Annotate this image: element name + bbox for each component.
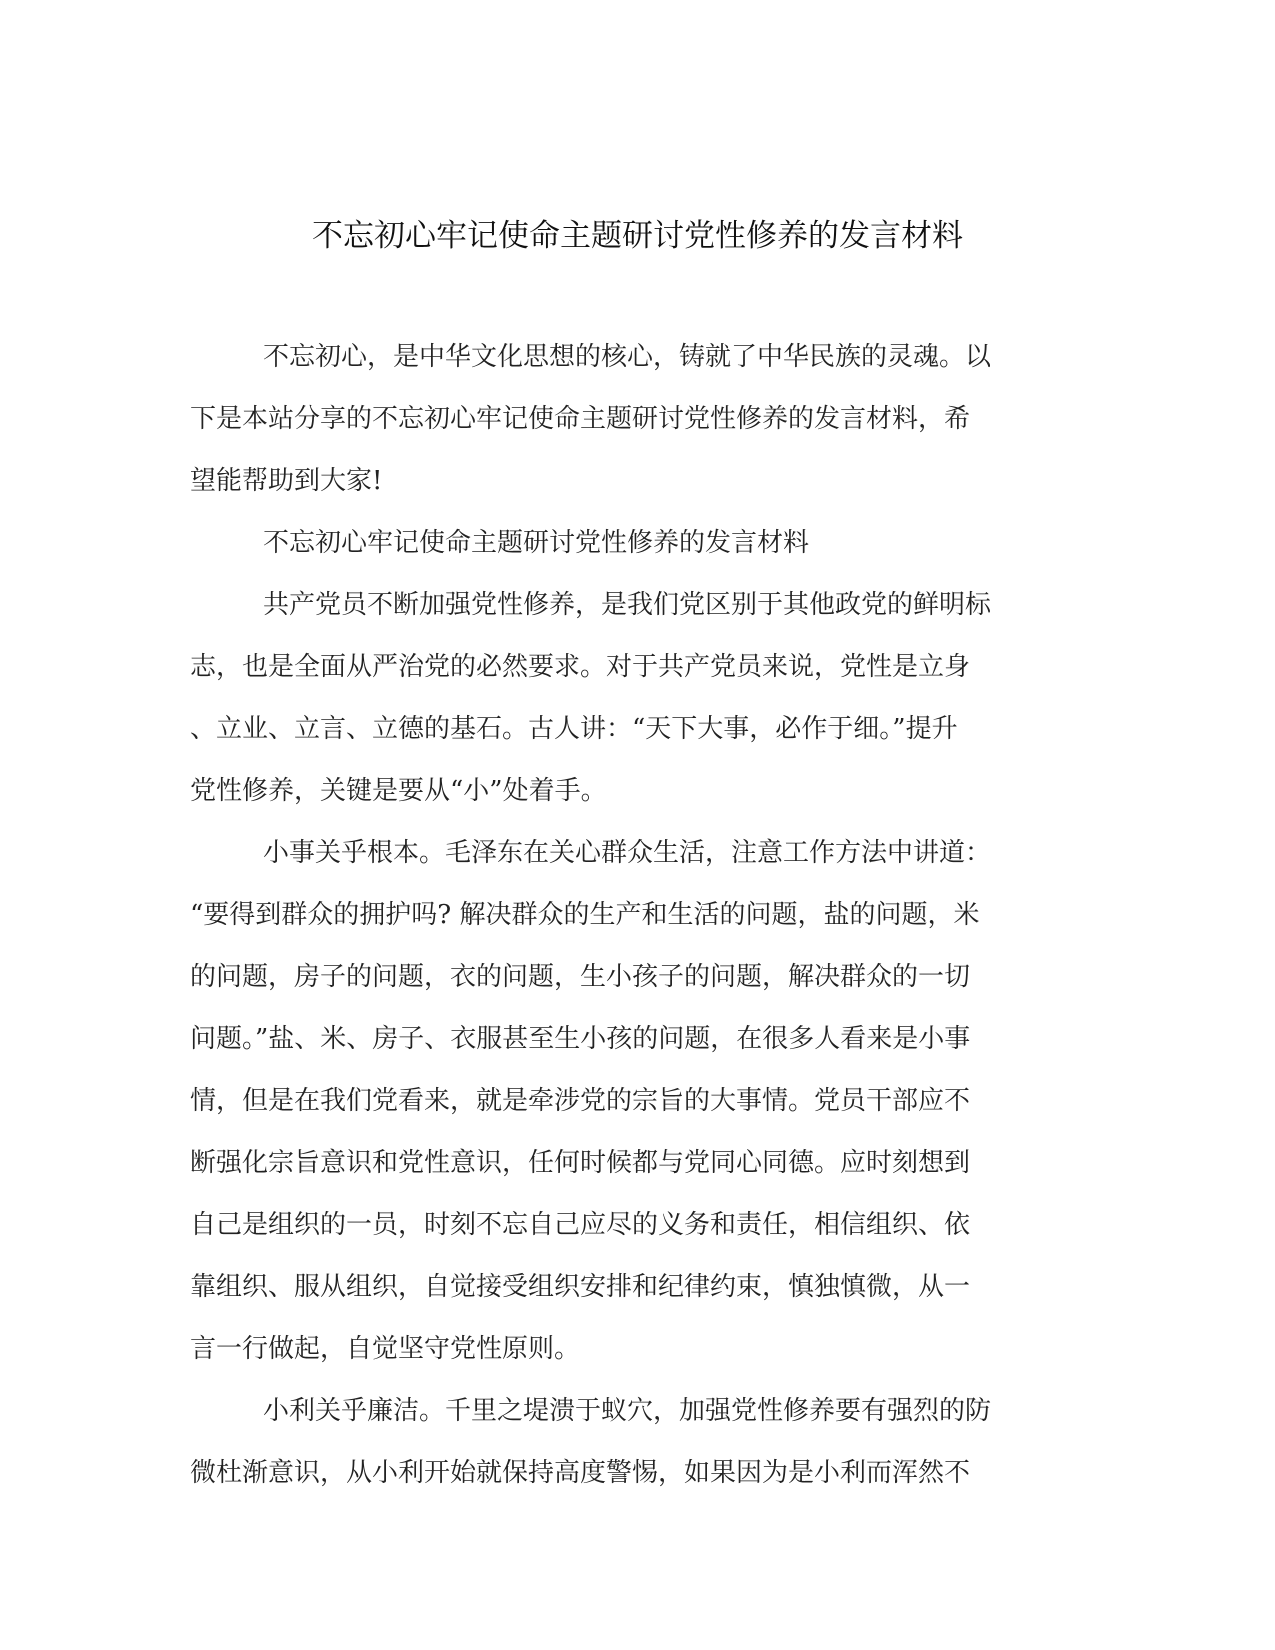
- text-line: 小利关乎廉洁。千里之堤溃于蚁穴，加强党性修养要有强烈的防: [263, 1396, 992, 1426]
- text-line: 言一行做起，自觉坚守党性原则。: [190, 1334, 581, 1364]
- document-title: 不忘初心牢记使命主题研讨党性修养的发言材料: [312, 218, 963, 254]
- text-line: 靠组织、服从组织，自觉接受组织安排和纪律约束，慎独慎微，从一: [190, 1272, 971, 1302]
- text-line: 的问题，房子的问题，衣的问题，生小孩子的问题，解决群众的一切: [190, 962, 971, 992]
- paragraph-subtitle: [190, 512, 1090, 574]
- text-line: 情，但是在我们党看来，就是牵涉党的宗旨的大事情。党员干部应不: [190, 1086, 971, 1116]
- text-line: 不忘初心牢记使命主题研讨党性修养的发言材料: [263, 528, 810, 558]
- text-line: 望能帮助到大家!: [190, 466, 383, 496]
- text-line: 下是本站分享的不忘初心牢记使命主题研讨党性修养的发言材料，希: [190, 404, 971, 434]
- text-line: 不忘初心，是中华文化思想的核心，铸就了中华民族的灵魂。以: [263, 342, 992, 372]
- text-line: 自己是组织的一员，时刻不忘自己应尽的义务和责任，相信组织、依: [190, 1210, 971, 1240]
- text-line: 微杜渐意识，从小利开始就保持高度警惕，如果因为是小利而浑然不: [190, 1458, 971, 1488]
- paragraph-party-spirit: [190, 574, 1090, 822]
- text-line: 志，也是全面从严治党的必然要求。对于共产党员来说，党性是立身: [190, 652, 971, 682]
- text-line: 、立业、立言、立德的基石。古人讲：“天下大事，必作于细。”提升: [190, 714, 958, 744]
- paragraph-small-profit: [190, 1380, 1090, 1504]
- text-line: 问题。”盐、米、房子、衣服甚至生小孩的问题，在很多人看来是小事: [190, 1024, 971, 1054]
- document-body: [190, 326, 1090, 1504]
- text-line: 断强化宗旨意识和党性意识，任何时候都与党同心同德。应时刻想到: [190, 1148, 971, 1178]
- paragraph-intro: [190, 326, 1090, 512]
- paragraph-small-matters: [190, 822, 1090, 1380]
- text-line: 党性修养，关键是要从“小”处着手。: [190, 776, 607, 806]
- text-line: 共产党员不断加强党性修养，是我们党区别于其他政党的鲜明标: [263, 590, 992, 620]
- text-line: 小事关乎根本。毛泽东在关心群众生活，注意工作方法中讲道：: [263, 838, 992, 868]
- text-line: “要得到群众的拥护吗? 解决群众的生产和生活的问题，盐的问题，米: [190, 900, 980, 930]
